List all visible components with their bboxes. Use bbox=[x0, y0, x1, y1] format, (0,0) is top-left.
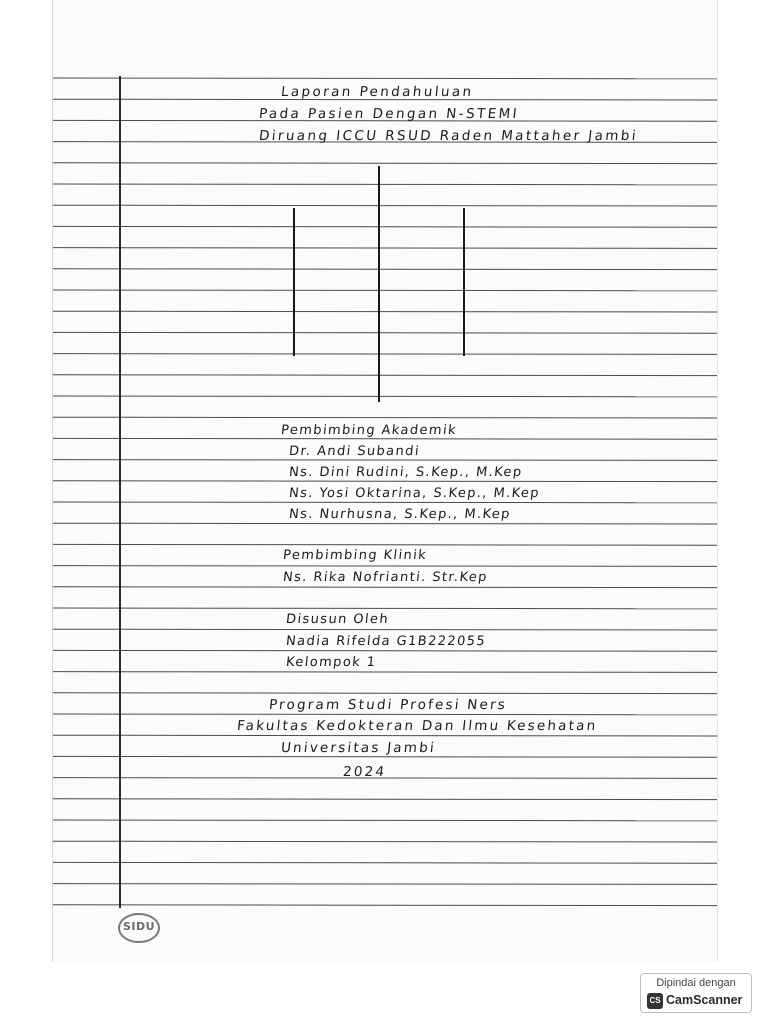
ruled-line bbox=[53, 905, 717, 906]
ruled-line bbox=[53, 629, 717, 630]
ruled-line bbox=[53, 375, 717, 376]
ruled-line bbox=[53, 735, 717, 736]
ruled-line bbox=[53, 884, 717, 885]
ruled-line bbox=[53, 417, 717, 418]
ruled-line bbox=[53, 693, 717, 694]
camscanner-logo-icon: CS bbox=[647, 993, 663, 1009]
ruled-line bbox=[53, 608, 717, 609]
notebook-page bbox=[52, 0, 718, 962]
ruled-line bbox=[53, 205, 717, 206]
akademik-name: Ns. Nurhusna, S.Kep., M.Kep bbox=[288, 507, 512, 522]
universitas: Universitas Jambi bbox=[280, 740, 437, 756]
watermark-line-1: Dipindai dengan bbox=[656, 977, 736, 989]
ruled-line bbox=[53, 587, 717, 588]
ruled-lines bbox=[53, 0, 717, 962]
ruled-line bbox=[53, 332, 717, 333]
ruled-line bbox=[53, 650, 717, 651]
akademik-name: Dr. Andi Subandi bbox=[288, 444, 421, 459]
ruled-line bbox=[53, 566, 717, 567]
margin-line bbox=[119, 76, 121, 908]
penyusun-heading: Disusun Oleh bbox=[285, 612, 390, 627]
pembimbing-akademik-heading: Pembimbing Akademik bbox=[280, 423, 458, 438]
ruled-line bbox=[53, 714, 717, 715]
fakultas: Fakultas Kedokteran Dan Ilmu Kesehatan bbox=[236, 718, 599, 734]
ruled-line bbox=[53, 756, 717, 757]
ruled-line bbox=[53, 502, 717, 503]
logo-bar-right bbox=[463, 208, 465, 356]
ruled-line bbox=[53, 290, 717, 291]
scanner-watermark bbox=[640, 973, 752, 1013]
ruled-line bbox=[53, 396, 717, 397]
program-studi: Program Studi Profesi Ners bbox=[268, 697, 508, 713]
watermark-line-2: CamScanner bbox=[666, 993, 743, 1007]
logo-bar-center bbox=[378, 166, 380, 402]
pembimbing-klinik-heading: Pembimbing Klinik bbox=[282, 548, 428, 563]
ruled-line bbox=[53, 269, 717, 270]
notebook-seal bbox=[117, 912, 161, 944]
ruled-line bbox=[53, 672, 717, 673]
ruled-line bbox=[53, 820, 717, 821]
ruled-line bbox=[53, 311, 717, 312]
title-line-2: Pada Pasien Dengan N-STEMI bbox=[258, 106, 520, 122]
akademik-name: Ns. Dini Rudini, S.Kep., M.Kep bbox=[288, 465, 524, 480]
ruled-line bbox=[53, 354, 717, 355]
title-line-3: Diruang ICCU RSUD Raden Mattaher Jambi bbox=[258, 128, 639, 144]
logo-bar-left bbox=[293, 208, 295, 356]
ruled-line bbox=[53, 78, 717, 79]
year: 2024 bbox=[342, 764, 388, 780]
ruled-line bbox=[53, 862, 717, 863]
ruled-line bbox=[53, 523, 717, 524]
title-line-1: Laporan Pendahuluan bbox=[280, 84, 475, 100]
ruled-line bbox=[53, 184, 717, 185]
penyusun-group: Kelompok 1 bbox=[285, 655, 378, 670]
klinik-name: Ns. Rika Nofrianti. Str.Kep bbox=[282, 570, 489, 585]
penyusun-name-nim: Nadia Rifelda G1B222055 bbox=[285, 634, 487, 649]
seal-label: SIDU bbox=[122, 920, 156, 933]
ruled-line bbox=[53, 226, 717, 227]
akademik-name: Ns. Yosi Oktarina, S.Kep., M.Kep bbox=[288, 486, 541, 501]
ruled-line bbox=[53, 544, 717, 545]
ruled-line bbox=[53, 163, 717, 164]
ruled-line bbox=[53, 799, 717, 800]
ruled-line bbox=[53, 248, 717, 249]
ruled-line bbox=[53, 841, 717, 842]
